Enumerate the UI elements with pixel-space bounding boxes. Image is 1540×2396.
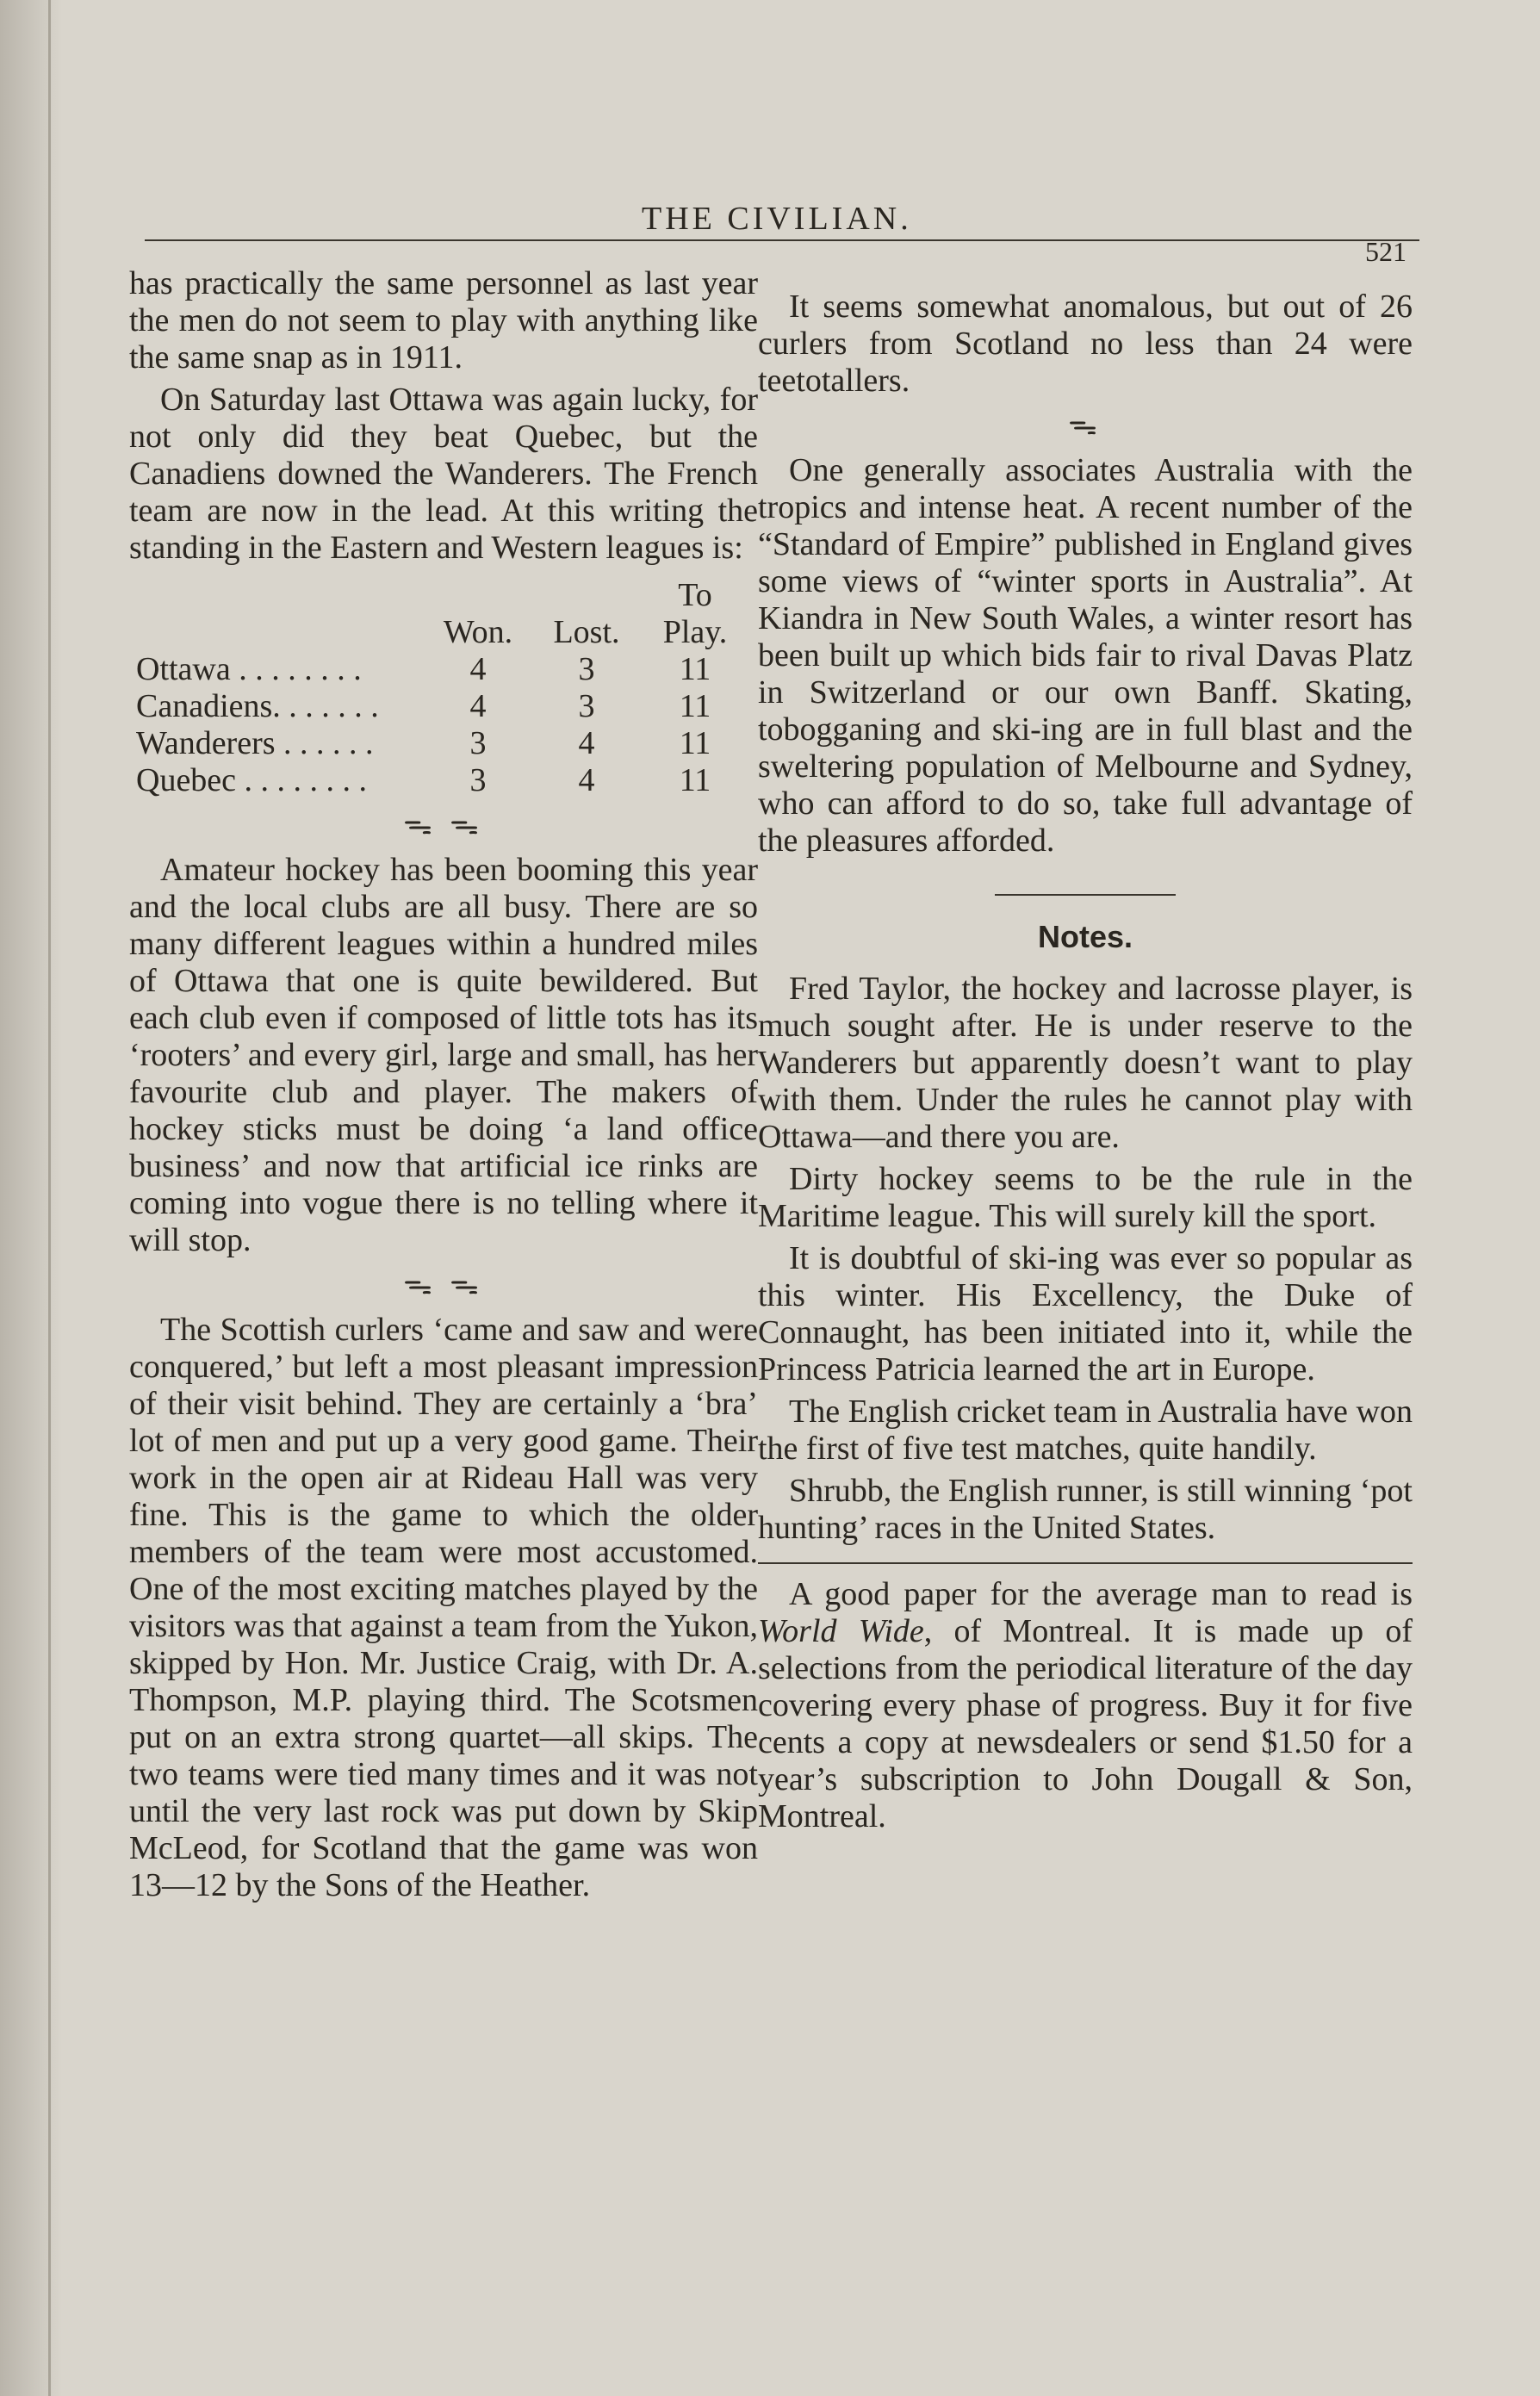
team-name: Wanderers . . . . . . — [136, 725, 374, 761]
to-play-cell: 11 — [679, 725, 711, 761]
binding-gutter — [0, 0, 62, 2396]
ad-publication-title: World Wide — [758, 1613, 924, 1649]
to-play-cell: 11 — [679, 688, 711, 724]
note-shrubb: Shrubb, the English runner, is still winning ‘pot hunting’ races in the United States. — [758, 1473, 1413, 1546]
paragraph-scottish-curlers: The Scottish curlers ‘came and saw and were conquered,’ but left a most pleasant impression of their visit behind. They are certainly a ‘bra’ lot of men and put up a very good game. Their work in the open air at Rideau Hall was very fine. This is the game to which the older members of the team were most accustomed. One of the most exciting matches played by the visitors was that against a team from the Yukon, skipped by Hon. Mr. Justice Craig, with Dr. A. Thompson, M.P. playing third. The Scotsmen put on an extra strong quartet—all skips. The two teams were tied many times and it was not until the very last rock was put down by Skip McLeod, for Scotland that the game was won 13—12 by the Sons of the Heather. — [129, 1312, 758, 1903]
page-number: 521 — [1365, 236, 1406, 267]
paragraph-amateur-hockey: Amateur hockey has been booming this year and the local clubs are all busy. There are so many different leagues within a hundred miles of Ottawa that one is quite bewildered. But each club even if composed of little tots has its ‘rooters’ and every girl, large and small, has her favourite club and player. The makers of hockey sticks must be doing ‘a land office business’ and now that artificial ice rinks are coming into vogue there is no telling where it will stop. — [129, 852, 758, 1258]
ornament-divider: ᯓ ᯓ — [403, 1269, 484, 1300]
ornament-divider: ᯓ — [1068, 409, 1102, 441]
won-cell: 3 — [469, 762, 487, 798]
standings-header-won: Won. — [443, 614, 513, 650]
ornament-divider: ᯓ ᯓ — [403, 809, 484, 841]
paragraph-standings-intro: On Saturday last Ottawa was again lucky, for not only did they beat Quebec, but the Canadiens downed the Wanderers. The French team are now in the lead. At this writing the standing in the Eastern and Western leagues is: — [129, 382, 758, 566]
lost-cell: 4 — [578, 762, 595, 798]
standings-header-row — [129, 577, 749, 651]
won-cell: 4 — [469, 688, 487, 724]
note-ski-ing: It is doubtful of ski-ing was ever so popular as this winter. His Excellency, the Duke of Connaught, has been initiated into it, while the Princess Patricia learned the art in Europe. — [758, 1240, 1413, 1387]
note-fred-taylor: Fred Taylor, the hockey and lacrosse player, is much sought after. He is under reserve to the Wanderers but apparently doesn’t want to play with them. Under the rules he cannot play with Ottawa—and there you are. — [758, 971, 1413, 1155]
to-play-cell: 11 — [679, 651, 711, 687]
team-name: Quebec . . . . . . . . — [136, 762, 368, 798]
team-name: Ottawa . . . . . . . . — [136, 651, 362, 687]
ad-text-start: A good paper for the average man to read is — [789, 1576, 1413, 1612]
to-play-cell: 11 — [679, 762, 711, 798]
standings-header-team — [129, 577, 424, 651]
lost-cell: 3 — [578, 688, 595, 724]
paragraph-australia: One generally associates Australia with the tropics and intense heat. A recent number of the “Standard of Empire” published in England gives some views of “winter sports in Australia”. At Kiandra in New South Wales, a winter resort has been built up which bids fair to rival Davas Platz in Switzerland or our own Banff. Skating, tobogganing and ski-ing are in full blast and the sweltering population of Melbourne and Sydney, who can afford to do so, take full advantage of the pleasures afforded. — [758, 452, 1413, 859]
right-column — [758, 289, 1413, 1835]
page-edge — [48, 0, 51, 2396]
paragraph-hockey-continued: has practically the same personnel as last year the men do not seem to play with anything like the same snap as in 1911. — [129, 265, 758, 376]
running-title: THE CIVILIAN. — [642, 201, 912, 237]
lost-cell: 3 — [578, 651, 595, 687]
standings-header-to-play: To Play. — [662, 577, 728, 650]
table-row — [129, 688, 749, 725]
note-dirty-hockey: Dirty hockey seems to be the rule in the Maritime league. This will surely kill the sport. — [758, 1161, 1413, 1234]
advertisement-rule — [758, 1562, 1413, 1564]
team-name: Canadiens. . . . . . . — [136, 688, 379, 724]
page-header — [0, 200, 1540, 267]
table-row — [129, 762, 749, 799]
standings-table — [129, 577, 749, 799]
won-cell: 4 — [469, 651, 487, 687]
standings-header-lost: Lost. — [553, 614, 620, 650]
ad-text-end: , of Montreal. It is made up of selections from the periodical literature of the day covering every phase of progress. Buy it for five cents a copy at newsdealers or send $1.50 for a year’s subscription to John Dougall & Son, Montreal. — [758, 1613, 1413, 1834]
lost-cell: 4 — [578, 725, 595, 761]
header-rule — [145, 239, 1419, 241]
notes-heading: Notes. — [1037, 919, 1133, 954]
left-column — [129, 265, 758, 1904]
advertisement-world-wide — [758, 1576, 1413, 1835]
note-cricket: The English cricket team in Australia have won the first of five test matches, quite handily. — [758, 1394, 1413, 1467]
section-rule — [995, 894, 1176, 896]
table-row — [129, 651, 749, 688]
paragraph-teetotallers: It seems somewhat anomalous, but out of 26 curlers from Scotland no less than 24 were teetotallers. — [758, 289, 1413, 399]
won-cell: 3 — [469, 725, 487, 761]
table-row — [129, 725, 749, 762]
